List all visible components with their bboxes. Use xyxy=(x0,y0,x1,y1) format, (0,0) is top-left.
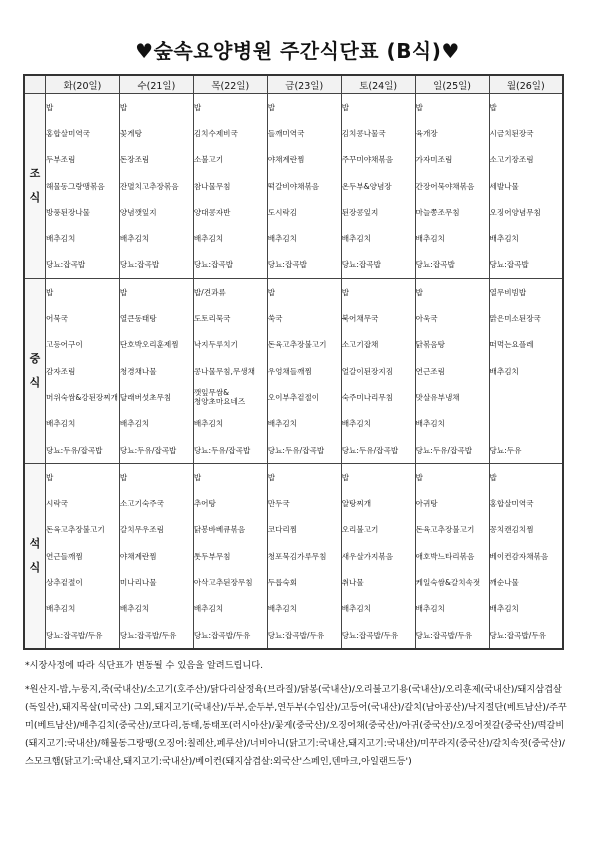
menu-cell xyxy=(193,279,267,464)
menu-item: 감자조림 xyxy=(46,366,76,376)
menu-item: 숙주미나리무침 xyxy=(341,392,394,402)
menu-item: 열큰동태탕 xyxy=(119,314,157,324)
menu-item: 야채계란찜 xyxy=(267,155,305,165)
meal-label: 석 식 xyxy=(24,464,46,650)
menu-body xyxy=(24,94,563,650)
day-header: 토(24일) xyxy=(341,75,415,94)
menu-item: 당뇨:잡곡밥 xyxy=(267,260,308,270)
menu-cell xyxy=(46,94,120,279)
menu-item: 당뇨:잡곡밥 xyxy=(415,260,455,270)
menu-item: 배추김치 xyxy=(193,604,224,614)
menu-item: 밥 xyxy=(267,287,276,297)
menu-item: 깻잎무쌈&청양초마요네즈 xyxy=(193,388,246,407)
menu-item: 육개장 xyxy=(415,128,438,138)
menu-cell xyxy=(267,279,341,464)
menu-item: 당뇨:잡곡밥 xyxy=(119,260,160,270)
menu-item: 달래버섯초무침 xyxy=(119,392,172,402)
menu-item: 배추김치 xyxy=(267,419,298,429)
menu-item: 된장콩잎지 xyxy=(341,207,379,217)
menu-cell xyxy=(341,464,415,650)
menu-item: 배추김치 xyxy=(267,604,298,614)
menu-item: 밥 xyxy=(415,102,423,112)
menu-cell xyxy=(267,464,341,650)
menu-item: 배추김치 xyxy=(46,234,76,244)
menu-item: 단호박오리훈제찜 xyxy=(119,340,179,350)
menu-item: 아삭고추된장무침 xyxy=(193,577,253,587)
menu-item: 미나리나물 xyxy=(119,577,157,587)
menu-item: 당뇨:잡곡밥 xyxy=(489,260,529,270)
menu-item: 온두부&양념장 xyxy=(341,181,392,191)
menu-item: 새우살가지볶음 xyxy=(341,551,394,561)
menu-item: 콩나물무침,무생채 xyxy=(193,366,255,376)
menu-item: 주꾸미야채볶음 xyxy=(341,155,394,165)
menu-item: 상추겉절이 xyxy=(46,577,83,587)
menu-item: 가자미조림 xyxy=(415,155,453,165)
menu-cell xyxy=(119,279,193,464)
menu-item: 당뇨:두유/잡곡밥 xyxy=(119,445,177,455)
menu-item: 배추김치 xyxy=(46,419,76,429)
meal-label: 중 식 xyxy=(24,279,46,464)
menu-cell xyxy=(193,464,267,650)
menu-item: 당뇨:잡곡밥 xyxy=(193,260,234,270)
menu-item: 간장어묵야채볶음 xyxy=(415,181,475,191)
menu-item: 당뇨:잡곡밥/두유 xyxy=(193,630,251,640)
menu-item: 당뇨:두유 xyxy=(489,445,522,455)
menu-item: 배추김치 xyxy=(415,604,445,614)
menu-item: 고등어구이 xyxy=(46,340,83,350)
menu-item: 당뇨:잡곡밥/두유 xyxy=(415,630,473,640)
menu-item: 취나물 xyxy=(341,577,364,587)
menu-item: 잔멸치고추장볶음 xyxy=(119,181,179,191)
menu-item: 배추김치 xyxy=(193,419,224,429)
menu-item: 아욱국 xyxy=(415,314,438,324)
menu-item: 우엉채들깨찜 xyxy=(267,366,312,376)
menu-item: 밥 xyxy=(46,287,54,297)
meal-row xyxy=(24,279,563,464)
menu-item: 아귀탕 xyxy=(415,499,438,509)
menu-item: 당뇨:잡곡밥/두유 xyxy=(341,630,399,640)
day-header: 수(21일) xyxy=(119,75,193,94)
menu-item: 당뇨:잡곡밥/두유 xyxy=(119,630,177,640)
menu-item: 쑥국 xyxy=(267,314,283,324)
menu-cell xyxy=(415,279,489,464)
menu-item: 밥 xyxy=(46,472,54,482)
menu-item: 당뇨:두유/잡곡밥 xyxy=(193,445,251,455)
menu-item: 양대콩자반 xyxy=(193,207,231,217)
menu-item: 밥 xyxy=(267,472,276,482)
menu-item: 돈육고추장불고기 xyxy=(46,525,105,535)
menu-item: 당뇨:잡곡밥/두유 xyxy=(46,630,103,640)
menu-item: 소고기잡채 xyxy=(341,340,379,350)
menu-cell xyxy=(193,94,267,279)
menu-item: 시금치된장국 xyxy=(489,128,534,138)
menu-item: 애호박느타리볶음 xyxy=(415,551,475,561)
menu-item: 김치콩나물국 xyxy=(341,128,386,138)
menu-item: 소고기숙주국 xyxy=(119,499,164,509)
day-header: 화(20일) xyxy=(46,75,120,94)
menu-item: 밥 xyxy=(341,287,350,297)
menu-item: 들깨미역국 xyxy=(267,128,305,138)
menu-item: 북어채무국 xyxy=(341,314,379,324)
menu-item: 밥/견과류 xyxy=(193,287,226,297)
menu-item: 당뇨:잡곡밥/두유 xyxy=(489,630,546,640)
menu-item: 열무비빔밥 xyxy=(489,287,527,297)
menu-item: 밥 xyxy=(415,472,423,482)
page-title: ♥숲속요양병원 주간식단표 (B식)♥ xyxy=(135,39,460,63)
menu-item: 밥 xyxy=(119,472,128,482)
menu-item: 당뇨:잡곡밥/두유 xyxy=(267,630,325,640)
menu-item: 케일숙쌈&갈치속젓 xyxy=(415,577,481,587)
notes xyxy=(25,657,570,771)
menu-item xyxy=(490,384,562,410)
menu-item: 홍합살미역국 xyxy=(489,499,534,509)
origin-notice: *원산지-밥,누룽지,죽(국내산)/소고기(호주산)/닭다리살정육(브라질)/닭봉(국내산)/오리불고기용(국내산)/오리훈제(국내산)/돼지삼겹살(독일산),돼지목살(미국산) 그외,돼지고기(국내산)/두부,순두부,연두부(수입산)/고등어(국내산)/갈치(남아공산)/낙지절단(베트남산)/주꾸미(베트남산)/배추김치(중국산)/코다리,동태,동태포(러시아산)/꽃게(중국산)/오징어채(중국산)/아귀(중국산)/오징어젓갈(중국산)/떡갈비(돼지고기:국내산)/해물동그랑땡(오징어:칠레산,페루산)/너비아니(닭고기:국내산,돼지고기:국내산)/미꾸라지(중국산)/갈치속젓(중국산)/스모크햄(닭고기:국내산,돼지고기:국내산)/베이컨(돼지삼겹살:외국산'스페인,덴마크,아일랜드등') xyxy=(25,684,567,767)
menu-cell xyxy=(119,464,193,650)
menu-item: 양념깻잎지 xyxy=(119,207,157,217)
menu-item: 시락국 xyxy=(46,499,69,509)
menu-item: 베이컨감자채볶음 xyxy=(489,551,549,561)
menu-item: 오리불고기 xyxy=(341,525,379,535)
menu-item: 닭봉바베큐볶음 xyxy=(193,525,246,535)
menu-item: 코다리찜 xyxy=(267,525,298,535)
menu-cell xyxy=(341,279,415,464)
menu-item: 배추김치 xyxy=(489,234,519,244)
meal-row xyxy=(24,464,563,650)
day-header: 목(22일) xyxy=(193,75,267,94)
menu-cell xyxy=(489,279,563,464)
menu-item: 맑은미소된장국 xyxy=(489,314,541,324)
menu-item: 당뇨:두유/잡곡밥 xyxy=(341,445,399,455)
menu-item: 청포묵김가루무침 xyxy=(267,551,327,561)
menu-item: 낙지두루치기 xyxy=(193,340,238,350)
menu-item: 알탕찌개 xyxy=(341,499,372,509)
menu-cell xyxy=(415,464,489,650)
menu-cell xyxy=(489,464,563,650)
menu-item: 오이부추겉절이 xyxy=(267,392,320,402)
menu-item: 꽁치캔김치찜 xyxy=(489,525,534,535)
menu-item: 밥 xyxy=(46,102,54,112)
menu-item: 연근조림 xyxy=(415,366,445,376)
menu-item: 연근들깨찜 xyxy=(46,551,83,561)
menu-item: 밥 xyxy=(489,472,497,482)
menu-item: 밥 xyxy=(341,102,350,112)
menu-item: 배추김치 xyxy=(489,604,519,614)
weekly-menu-table xyxy=(23,74,564,650)
menu-item: 갈치무우조림 xyxy=(119,525,164,535)
menu-item: 배추김치 xyxy=(341,604,372,614)
menu-cell xyxy=(46,464,120,650)
menu-item: 배추김치 xyxy=(341,234,372,244)
menu-item: 마늘쫑조무침 xyxy=(415,207,460,217)
menu-item: 돈육고추장불고기 xyxy=(415,525,475,535)
menu-item: 맛살유부냉채 xyxy=(415,392,460,402)
menu-item: 돈장조림 xyxy=(119,155,150,165)
menu-cell xyxy=(119,94,193,279)
menu-item: 배추김치 xyxy=(489,366,519,376)
menu-item: 닭볶음탕 xyxy=(415,340,445,350)
day-header: 일(25일) xyxy=(415,75,489,94)
menu-cell xyxy=(415,94,489,279)
menu-item: 배추김치 xyxy=(415,234,445,244)
menu-item: 어묵국 xyxy=(46,314,69,324)
menu-item: 야채계란찜 xyxy=(119,551,157,561)
menu-item: 배추김치 xyxy=(119,604,150,614)
menu-cell xyxy=(267,94,341,279)
menu-item: 꽃게탕 xyxy=(119,128,142,138)
menu-item: 홍합살미역국 xyxy=(46,128,91,138)
menu-item: 배추김치 xyxy=(341,419,372,429)
menu-item: 당뇨:잡곡밥 xyxy=(341,260,381,270)
menu-item: 밥 xyxy=(119,287,128,297)
menu-item: 밥 xyxy=(267,102,276,112)
menu-item: 도시락김 xyxy=(267,207,298,217)
menu-item: 배추김치 xyxy=(46,604,76,614)
meal-row xyxy=(24,94,563,279)
menu-item: 추어탕 xyxy=(193,499,216,509)
menu-item: 톳두부무침 xyxy=(193,551,231,561)
menu-item: 오징어양념무침 xyxy=(489,207,541,217)
menu-item: 머위숙쌈&강된장찌개 xyxy=(46,392,118,402)
day-header: 월(26일) xyxy=(489,75,563,94)
menu-item: 두부조림 xyxy=(46,155,76,165)
menu-item: 밥 xyxy=(193,102,202,112)
menu-item: 방풍된장나물 xyxy=(46,207,91,217)
day-header-row xyxy=(24,75,563,94)
menu-item: 밥 xyxy=(193,472,202,482)
corner-cell xyxy=(24,75,46,94)
menu-item: 소불고기 xyxy=(193,155,224,165)
menu-item: 떡갈비야채볶음 xyxy=(267,181,320,191)
menu-item: 돈육고추장불고기 xyxy=(267,340,327,350)
menu-item: 밥 xyxy=(489,102,497,112)
menu-item: 배추김치 xyxy=(119,419,150,429)
menu-item: 배추김치 xyxy=(267,234,298,244)
menu-item: 당뇨:두유/잡곡밥 xyxy=(46,445,103,455)
menu-item: 깨순나물 xyxy=(489,577,519,587)
menu-item: 밥 xyxy=(415,287,423,297)
menu-item: 밥 xyxy=(341,472,350,482)
menu-cell xyxy=(46,279,120,464)
meal-label: 조 식 xyxy=(24,94,46,279)
menu-cell xyxy=(489,94,563,279)
menu-item: 해물동그랑땡볶음 xyxy=(46,181,105,191)
menu-item: 소고기장조림 xyxy=(489,155,534,165)
menu-item: 떠먹는요플레 xyxy=(489,340,534,350)
menu-item: 두릅숙회 xyxy=(267,577,298,587)
menu-item: 당뇨:잡곡밥 xyxy=(46,260,86,270)
menu-item: 당뇨:두유/잡곡밥 xyxy=(415,445,473,455)
change-notice: *시장사정에 따라 식단표가 변동될 수 있음을 알려드립니다. xyxy=(25,660,264,671)
menu-item: 청경채나물 xyxy=(119,366,157,376)
menu-item: 배추김치 xyxy=(193,234,224,244)
menu-item: 배추김치 xyxy=(119,234,150,244)
menu-item: 참나물무침 xyxy=(193,181,231,191)
menu-item xyxy=(490,411,562,437)
menu-cell xyxy=(341,94,415,279)
menu-item: 얼갈이된장지짐 xyxy=(341,366,394,376)
menu-item: 세발나물 xyxy=(489,181,519,191)
menu-item: 밥 xyxy=(119,102,128,112)
day-header: 금(23일) xyxy=(267,75,341,94)
menu-item: 도토리묵국 xyxy=(193,314,231,324)
menu-item: 당뇨:두유/잡곡밥 xyxy=(267,445,325,455)
menu-item: 배추김치 xyxy=(415,419,445,429)
menu-item: 만두국 xyxy=(267,499,290,509)
menu-item: 김치수제비국 xyxy=(193,128,238,138)
